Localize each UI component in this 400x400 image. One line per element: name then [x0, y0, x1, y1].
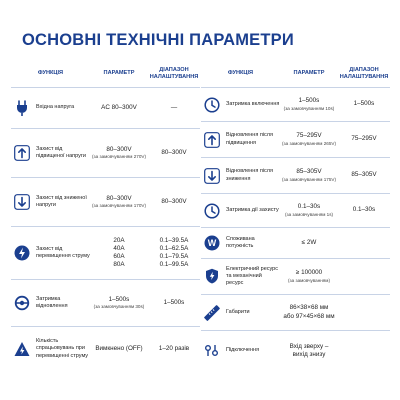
- function-label: Відновлення після зниження: [226, 168, 273, 182]
- range-value: 0.1–39.5A: [159, 236, 189, 244]
- parameter-note: (за замовчуванням 1s): [284, 211, 334, 217]
- parameter-note: (за замовчуванням): [288, 277, 330, 283]
- parameter-note: (за замовчуванням 170V): [92, 203, 146, 209]
- range-value: 85–305V: [351, 171, 377, 179]
- table-row: [201, 122, 390, 158]
- parameter-value: 85–305V: [296, 168, 322, 176]
- shield-lightning-icon: [204, 268, 220, 284]
- function-label: Габарити: [226, 308, 250, 315]
- parameter-note: (за замовчуванням 10s): [283, 105, 335, 111]
- parameter-value: 1–500s: [108, 295, 130, 303]
- parameters-table-left: [11, 60, 200, 371]
- table-row: [201, 194, 390, 228]
- range-value: 0.1–30s: [352, 206, 376, 214]
- parameter-value: AC 80–300V: [101, 103, 137, 111]
- parameter-value: 86×38×68 мм: [289, 304, 329, 312]
- table-row: [201, 259, 390, 295]
- range-value: —: [170, 103, 178, 111]
- plug-icon: [14, 100, 30, 116]
- parameters-table-right: [201, 60, 390, 371]
- range-value: 80–300V: [161, 197, 187, 205]
- warning-lightning-icon: [14, 341, 30, 357]
- table-row: [11, 178, 200, 227]
- range-value: 80–300V: [161, 148, 187, 156]
- header-range: [148, 67, 200, 81]
- parameter-value: 0.1–30s: [297, 203, 321, 211]
- parameter-value: ≥ 100000: [295, 269, 323, 277]
- connection-icon: [204, 343, 220, 359]
- table-header: [201, 60, 390, 88]
- ruler-icon: [204, 305, 220, 321]
- clock-icon: [204, 97, 220, 113]
- table-row: [11, 280, 200, 327]
- parameter-value: 80A: [113, 261, 125, 269]
- function-label: Затримка дії захисту: [226, 206, 279, 213]
- header-function: ФУНКЦІЯ: [37, 70, 64, 76]
- table-row: [201, 228, 390, 259]
- parameter-value: 80–300V: [106, 145, 132, 153]
- restore-icon: [14, 295, 30, 311]
- table-row: [201, 331, 390, 371]
- lightning-icon: [14, 245, 30, 261]
- range-value: 75–295V: [351, 135, 377, 143]
- table-header: [11, 60, 200, 88]
- function-label: Затримка включення: [226, 100, 280, 107]
- power-w-icon: [204, 235, 220, 251]
- header-range-line1: ДІАПАЗОН: [349, 66, 379, 73]
- parameter-value: 40A: [113, 244, 125, 252]
- parameter-value: 60A: [113, 253, 125, 260]
- range-value: 1–500s: [163, 298, 185, 306]
- range-value: 1–20 разів: [158, 344, 190, 352]
- parameter-note: (за замовчуванням 265V): [282, 140, 336, 146]
- header-range-line2: НАЛАШТУВАННЯ: [339, 73, 389, 80]
- range-value: 0.1–99.5A: [159, 261, 189, 269]
- table-row: [201, 88, 390, 122]
- parameter-value-secondary: вихід знизу: [292, 351, 326, 358]
- arrow-up-icon: [14, 145, 30, 161]
- parameter-value: ≤ 2W: [301, 238, 317, 246]
- parameter-value: 75–295V: [296, 132, 322, 140]
- function-label: Захист від зниженої напруги: [36, 194, 87, 208]
- function-label: Відновлення після підвищення: [226, 132, 273, 146]
- parameter-value: Вхід зверху –: [289, 342, 329, 350]
- function-label: Захист від підвищеної напруги: [36, 145, 86, 159]
- function-label: Кількість спрацьовувань при перевищенні струму: [36, 338, 89, 359]
- parameter-value: 20A: [113, 236, 125, 244]
- parameter-value: 80–300V: [106, 194, 132, 202]
- table-row: [201, 295, 390, 331]
- table-row: [11, 129, 200, 178]
- arrow-down-icon: [14, 194, 30, 210]
- range-value: 0.1–62.5A: [159, 244, 189, 252]
- function-label: Електричний ресурс та механічний ресурс: [226, 265, 278, 287]
- function-label: Підключення: [226, 347, 260, 354]
- table-row: [11, 227, 200, 280]
- clock-icon: [204, 203, 220, 219]
- parameter-value: Вимкнено (OFF): [95, 344, 143, 352]
- parameter-value: 1–500s: [298, 97, 320, 105]
- page-title: ОСНОВНІ ТЕХНІЧНІ ПАРАМЕТРИ: [22, 31, 294, 49]
- header-range: [338, 67, 390, 81]
- function-label: Затримка відновлення: [36, 295, 68, 309]
- function-label: Вхідна напруга: [36, 104, 75, 111]
- parameter-note: (за замовчуванням 175V): [282, 176, 336, 182]
- header-range-line1: ДІАПАЗОН: [159, 66, 189, 73]
- table-row: [201, 158, 390, 194]
- parameter-note: (за замовчуванням 30s): [93, 304, 145, 310]
- range-value: 0.1–79.5A: [159, 253, 189, 260]
- function-label: Захист від перевищення струму: [36, 245, 90, 259]
- arrow-up-icon: [204, 132, 220, 148]
- header-function: ФУНКЦІЯ: [227, 70, 254, 76]
- header-parameter: ПАРАМЕТР: [103, 70, 135, 76]
- header-parameter: ПАРАМЕТР: [293, 70, 325, 76]
- function-label: Споживана потужність: [226, 235, 255, 249]
- parameter-note: (за замовчуванням 270V): [92, 154, 146, 160]
- parameter-value-secondary: або 97×45×68 мм: [283, 312, 335, 320]
- table-row: [11, 88, 200, 129]
- svg-text:W: W: [207, 238, 217, 249]
- arrow-down-icon: [204, 168, 220, 184]
- header-range-line2: НАЛАШТУВАННЯ: [149, 73, 199, 80]
- table-row: [11, 327, 200, 371]
- range-value: 1–500s: [353, 100, 375, 108]
